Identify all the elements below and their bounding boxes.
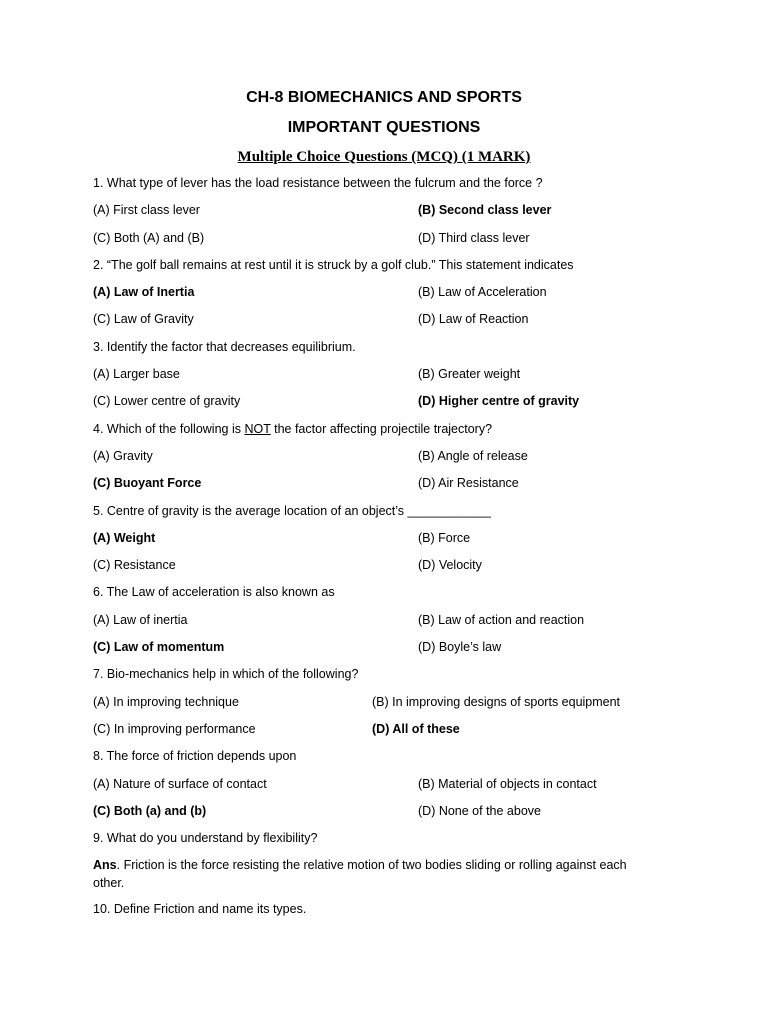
- question-4-options-row-2: [93, 474, 663, 501]
- question-6-options-row-2: [93, 638, 663, 665]
- question-1-option-c: (C) Both (A) and (B): [93, 230, 205, 245]
- question-7-option-c: (C) In improving performance: [93, 721, 256, 736]
- question-5: 5. Centre of gravity is the average location of an object’s ____________: [93, 503, 491, 518]
- question-3-options-row-1: [93, 365, 663, 392]
- question-3-option-a: (A) Larger base: [93, 367, 180, 382]
- question-7-options-row-1: [93, 693, 663, 720]
- section-heading: Multiple Choice Questions (MCQ) (1 MARK): [237, 149, 531, 165]
- answer-text: . Friction is the force resisting the relative motion of two bodies sliding or rolling against each other.: [93, 858, 627, 891]
- question-4-option-b: (B) Angle of release: [418, 448, 528, 463]
- question-8-option-b: (B) Material of objects in contact: [418, 776, 597, 791]
- question-1-options-row-1: [93, 201, 663, 228]
- question-3-option-c: (C) Lower centre of gravity: [93, 394, 241, 409]
- question-1-option-d: (D) Third class lever: [418, 230, 530, 245]
- question-1: 1. What type of lever has the load resistance between the fulcrum and the force ?: [93, 176, 543, 190]
- question-6: 6. The Law of acceleration is also known as: [93, 585, 335, 600]
- question-list: [93, 174, 663, 928]
- page-title: CH-8 BIOMECHANICS AND SPORTS: [246, 89, 522, 106]
- question-3-options-row-2: [93, 392, 663, 419]
- question-5-option-d: (D) Velocity: [418, 558, 482, 573]
- question-8-options-row-2: [93, 802, 663, 829]
- page-subtitle: IMPORTANT QUESTIONS: [287, 119, 481, 136]
- question-7-option-b: (B) In improving designs of sports equipment: [372, 694, 621, 709]
- question-2-option-a-correct: (A) Law of Inertia: [93, 285, 195, 300]
- question-4-option-d: (D) Air Resistance: [418, 476, 519, 491]
- question-9-answer: [93, 856, 658, 892]
- question-7: 7. Bio-mechanics help in which of the following?: [93, 667, 359, 682]
- question-7-option-d-correct: (D) All of these: [372, 721, 460, 736]
- question-4: [93, 420, 663, 447]
- question-3: 3. Identify the factor that decreases equilibrium.: [93, 339, 356, 354]
- question-4-text-start: 4. Which of the following is: [93, 421, 245, 436]
- question-2-option-c: (C) Law of Gravity: [93, 312, 194, 327]
- question-4-option-a: (A) Gravity: [93, 448, 153, 463]
- question-9: 9. What do you understand by flexibility?: [93, 831, 318, 846]
- question-6-options-row-1: [93, 611, 663, 638]
- question-8: 8. The force of friction depends upon: [93, 749, 297, 764]
- question-2-options-row-2: [93, 310, 663, 337]
- question-4-option-c-correct: (C) Buoyant Force: [93, 476, 202, 491]
- question-8-option-c-correct: (C) Both (a) and (b): [93, 803, 207, 818]
- question-7-option-a: (A) In improving technique: [93, 694, 239, 709]
- question-2-option-d: (D) Law of Reaction: [418, 312, 529, 327]
- question-6-option-d: (D) Boyle’s law: [418, 640, 502, 655]
- question-8-option-a: (A) Nature of surface of contact: [93, 776, 267, 791]
- question-7-options-row-2: [93, 720, 663, 747]
- question-2-option-b: (B) Law of Acceleration: [418, 285, 547, 300]
- question-4-text-end: the factor affecting projectile trajectory?: [270, 421, 493, 436]
- question-6-option-b: (B) Law of action and reaction: [418, 612, 585, 627]
- question-4-options-row-1: [93, 447, 663, 474]
- question-10: 10. Define Friction and name its types.: [93, 902, 307, 917]
- question-2-options-row-1: [93, 283, 663, 310]
- question-2: 2. “The golf ball remains at rest until it is struck by a golf club.” This statement indicates: [93, 257, 574, 272]
- question-8-option-d: (D) None of the above: [418, 803, 541, 818]
- question-5-option-a-correct: (A) Weight: [93, 530, 156, 545]
- question-6-option-c-correct: (C) Law of momentum: [93, 640, 225, 655]
- question-8-options-row-1: [93, 775, 663, 802]
- question-1-options-row-2: [93, 229, 663, 256]
- question-4-emphasis: NOT: [244, 421, 271, 436]
- answer-label: Ans: [93, 858, 117, 873]
- question-5-options-row-1: [93, 529, 663, 556]
- question-6-option-a: (A) Law of inertia: [93, 612, 188, 627]
- question-3-option-d-correct: (D) Higher centre of gravity: [418, 394, 580, 409]
- question-1-option-b-correct: (B) Second class lever: [418, 203, 552, 218]
- question-3-option-b: (B) Greater weight: [418, 367, 521, 382]
- question-5-option-b: (B) Force: [418, 530, 471, 545]
- question-5-options-row-2: [93, 556, 663, 583]
- question-1-option-a: (A) First class lever: [93, 203, 200, 218]
- question-5-option-c: (C) Resistance: [93, 558, 176, 573]
